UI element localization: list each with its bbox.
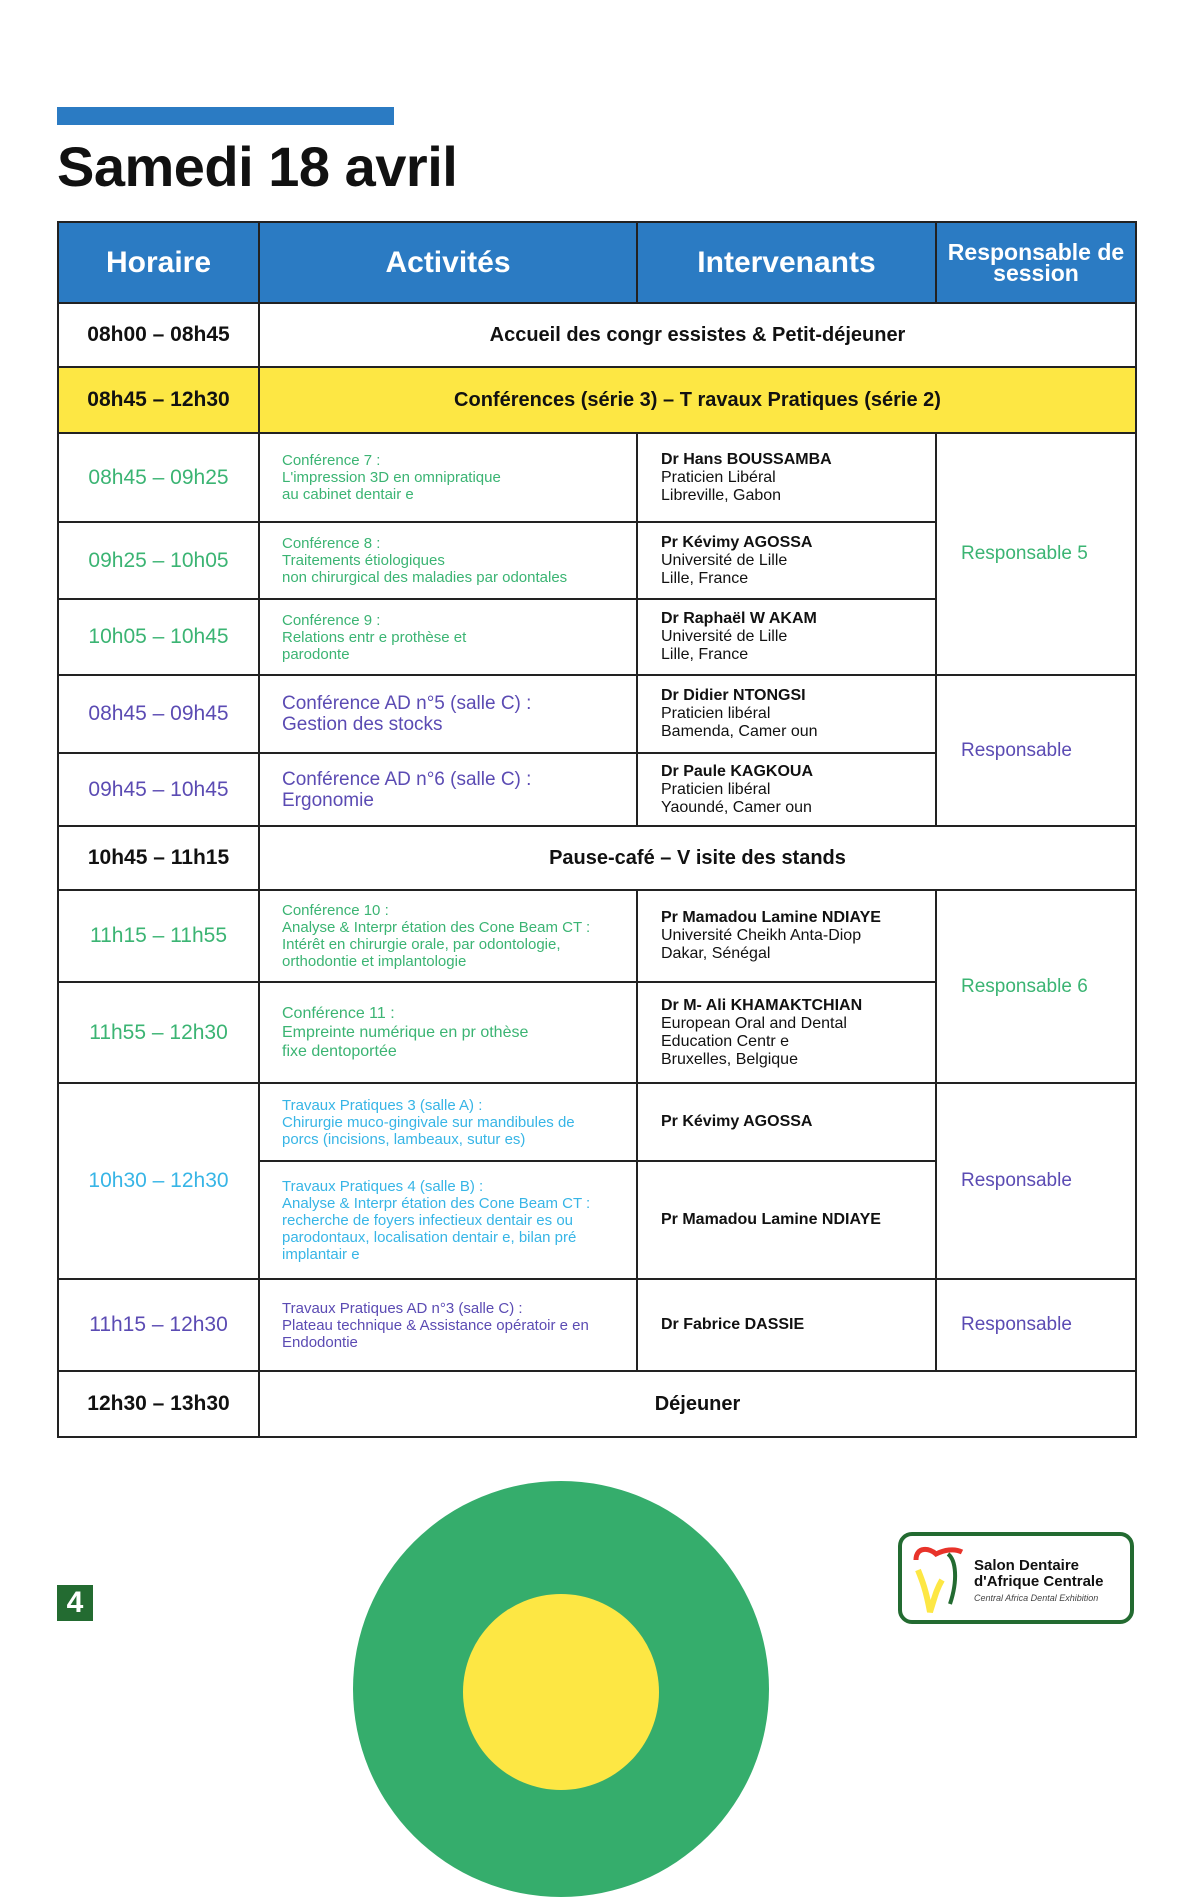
activity-line: Chirurgie muco-gingivale sur mandibules de [282,1113,575,1131]
activity-line: Endodontie [282,1333,358,1351]
page-number: 4 [57,1585,93,1621]
time-cell: 09h25 – 10h05 [58,522,259,599]
speaker-affiliation: Lille, France [661,569,749,587]
table-row [58,675,1136,753]
speaker-name: Pr Kévimy AGOSSA [661,1113,813,1130]
speaker-affiliation: Université Cheikh Anta-Diop [661,927,862,944]
activity-cell [259,433,637,522]
activity-line: Conférence AD n°6 (salle C) : [282,768,532,790]
speaker-cell [637,890,936,982]
table-row [58,890,1136,982]
time-cell: 10h05 – 10h45 [58,599,259,675]
activity-line: fixe dentoportée [282,1043,397,1060]
speaker-affiliation: Université de Lille [661,628,788,645]
activity-line: Analyse & Interpr étation des Cone Beam CT : [282,919,591,936]
header-responsable: Responsable de session [936,222,1136,303]
activity-line: Ergonomie [282,789,374,811]
speaker-cell [637,1161,936,1279]
activity-cell [259,1279,637,1371]
activity-line: Conférence 8 : [282,535,381,552]
speaker-affiliation: Praticien libéral [661,780,771,798]
time-cell: 10h30 – 12h30 [58,1083,259,1279]
speaker-affiliation: Praticien Libéral [661,468,776,486]
table-row [58,303,1136,367]
activity-line: Conférence 9 : [282,611,381,629]
activity-cell [259,522,637,599]
activity-line: Gestion des stocks [282,714,443,735]
activity-cell [259,890,637,982]
activity-line: recherche de foyers infectieux dentair es ou [282,1211,573,1229]
table-row [58,1279,1136,1371]
activity-cell [259,675,637,753]
time-cell: 09h45 – 10h45 [58,753,259,826]
activity-line: orthodontie et implantologie [282,953,467,970]
activity-cell: Conférences (série 3) – T ravaux Pratiques (série 2) [259,367,1136,433]
speaker-cell [637,599,936,675]
speaker-affiliation: Dakar, Sénégal [661,945,771,962]
title-accent-bar [57,107,394,125]
activity-line: Travaux Pratiques 3 (salle A) : [282,1096,483,1114]
activity-line: au cabinet dentair e [282,486,414,503]
speaker-name: Dr Fabrice DASSIE [661,1316,805,1333]
speaker-name: Dr Hans BOUSSAMBA [661,450,832,468]
speaker-affiliation: European Oral and Dental [661,1014,847,1032]
time-cell: 10h45 – 11h15 [58,826,259,890]
table-row [58,367,1136,433]
activity-cell [259,982,637,1083]
activity-line: Traitements étiologiques [282,552,445,569]
activity-line: Conférence 11 : [282,1005,395,1022]
activity-line: parodonte [282,645,350,663]
speaker-name: Pr Mamadou Lamine NDIAYE [661,1211,881,1228]
activity-line: Relations entr e prothèse et [282,628,467,646]
time-cell: 12h30 – 13h30 [58,1371,259,1437]
speaker-cell [637,433,936,522]
activity-line: Travaux Pratiques AD n°3 (salle C) : [282,1299,523,1317]
page-title: Samedi 18 avril [57,135,458,198]
time-cell: 08h45 – 09h25 [58,433,259,522]
activity-line: parodontaux, localisation dentair e, bilan pré [282,1228,577,1246]
header-activites: Activités [259,222,637,303]
header-intervenants: Intervenants [637,222,936,303]
speaker-cell [637,522,936,599]
responsable-cell: Responsable [936,1083,1136,1279]
speaker-name: Dr Raphaël W AKAM [661,610,817,627]
speaker-name: Pr Mamadou Lamine NDIAYE [661,909,881,926]
activity-line: Intérêt en chirurgie orale, par odontologie, [282,936,561,953]
logo-line2: d'Afrique Centrale [974,1573,1104,1590]
header-horaire: Horaire [58,222,259,303]
activity-line: Conférence AD n°5 (salle C) : [282,693,532,714]
table-row [58,826,1136,890]
speaker-affiliation: Praticien libéral [661,705,771,722]
activity-line: Conférence 7 : [282,452,381,469]
speaker-cell [637,753,936,826]
logo-tagline: Central Africa Dental Exhibition [974,1593,1099,1603]
speaker-affiliation: Libreville, Gabon [661,486,782,504]
speaker-cell [637,675,936,753]
time-cell: 08h45 – 12h30 [58,367,259,433]
activity-line: Conférence 10 : [282,902,389,919]
time-cell: 11h15 – 12h30 [58,1279,259,1371]
logo [898,1532,1134,1624]
activity-line: porcs (incisions, lambeaux, sutur es) [282,1130,526,1148]
speaker-affiliation: Université de Lille [661,551,788,569]
time-cell: 11h55 – 12h30 [58,982,259,1083]
activity-line: L'impression 3D en omnipratique [282,469,501,486]
speaker-affiliation: Yaoundé, Camer oun [661,798,812,816]
activity-cell [259,1083,637,1161]
activity-line: Travaux Pratiques 4 (salle B) : [282,1177,484,1195]
speaker-name: Dr Didier NTONGSI [661,687,806,704]
table-row [58,1083,1136,1161]
activity-cell: Accueil des congr essistes & Petit-déjeuner [259,303,1136,367]
activity-cell [259,1161,637,1279]
table-row [58,433,1136,522]
header-row [58,222,1136,303]
time-cell: 08h45 – 09h45 [58,675,259,753]
speaker-name: Pr Kévimy AGOSSA [661,533,813,551]
responsable-cell: Responsable [936,675,1136,826]
speaker-name: Dr M- Ali KHAMAKTCHIAN [661,996,863,1014]
speaker-cell [637,982,936,1083]
activity-line: Analyse & Interpr étation des Cone Beam CT : [282,1194,591,1212]
activity-line: Empreinte numérique en pr othèse [282,1024,529,1041]
activity-line: non chirurgical des maladies par odontales [282,569,568,586]
speaker-cell [637,1083,936,1161]
activity-cell [259,599,637,675]
schedule-table [57,221,1137,1438]
activity-cell: Pause-café – V isite des stands [259,826,1136,890]
speaker-cell [637,1279,936,1371]
decorative-yellow-arc [463,1594,659,1790]
activity-cell: Déjeuner [259,1371,1136,1437]
responsable-cell: Responsable [936,1279,1136,1371]
speaker-affiliation: Bruxelles, Belgique [661,1050,798,1068]
responsable-cell: Responsable 5 [936,433,1136,675]
tooth-logo-icon [908,1540,968,1620]
responsable-cell: Responsable 6 [936,890,1136,1083]
activity-cell [259,753,637,826]
table-row [58,1371,1136,1437]
speaker-affiliation: Lille, France [661,646,749,663]
logo-line1: Salon Dentaire [974,1557,1080,1574]
speaker-affiliation: Bamenda, Camer oun [661,723,818,740]
activity-line: implantair e [282,1245,360,1263]
speaker-affiliation: Education Centr e [661,1032,790,1050]
time-cell: 11h15 – 11h55 [58,890,259,982]
activity-line: Plateau technique & Assistance opératoir e en [282,1316,589,1334]
time-cell: 08h00 – 08h45 [58,303,259,367]
speaker-name: Dr Paule KAGKOUA [661,762,814,780]
